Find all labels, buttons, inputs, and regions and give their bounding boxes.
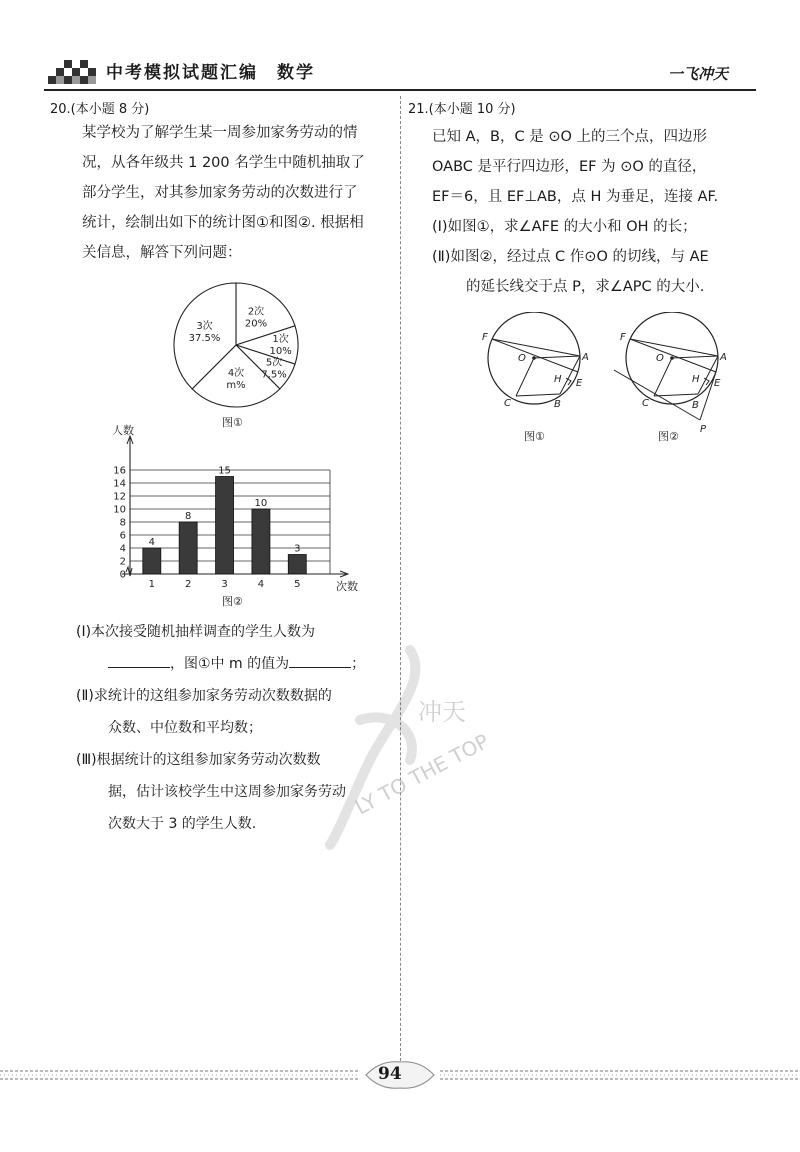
bar-rect (143, 548, 161, 574)
q21-line: (Ⅰ)如图①，求∠AFE 的大小和 OH 的长； (432, 219, 697, 235)
pie-percent-label: 10% (269, 346, 292, 357)
bar-ytick-label: 0 (119, 569, 126, 581)
label-C: C (504, 398, 511, 409)
q21-text (432, 122, 762, 302)
q20-part1-mid: ，图①中 m 的值为 (170, 656, 290, 672)
bar-xtick-label: 5 (294, 579, 301, 590)
label-E: E (576, 378, 583, 389)
q20-part3-line2: 据，估计该校学生中这周参加家务劳动 (108, 784, 346, 800)
bar-value-label: 8 (184, 511, 192, 522)
label-F: F (482, 332, 488, 343)
bar-value-label: 3 (294, 543, 301, 555)
q20-intro-line: 部分学生，对其参加家务劳动的次数进行了 (82, 185, 358, 201)
answer-blank[interactable] (108, 653, 170, 668)
label-A: A (582, 352, 589, 363)
bar-ytick-label: 16 (113, 465, 126, 477)
bar-rect (179, 522, 197, 574)
q21-fig2-caption: 图② (658, 430, 679, 443)
pie-category-label: 3次 (196, 321, 213, 332)
watermark-en: LY TO THE TOP (351, 728, 493, 820)
q21-line: 已知 A，B，C 是 ⊙O 上的三个点，四边形 (432, 129, 707, 145)
bar-chart (100, 424, 370, 604)
bar-ylabel: 人数 (112, 424, 134, 437)
bar-ytick-label: 10 (113, 504, 126, 516)
pie-category-label: 1次 (272, 334, 289, 345)
pie-category-label: 5次 (265, 357, 283, 369)
label-C: C (642, 398, 649, 409)
pie-percent-label: m% (226, 380, 246, 392)
q21-heading: 21.(本小题 10 分) (408, 102, 516, 117)
bar-xtick-label: 3 (221, 579, 228, 590)
q20-part2-line1: (Ⅱ)求统计的这组参加家务劳动次数数据的 (76, 688, 332, 704)
bar-rect (216, 477, 234, 575)
label-P: P (700, 424, 707, 435)
q20-intro-line: 统计，绘制出如下的统计图①和图②. 根据相 (82, 215, 364, 231)
label-O: O (656, 353, 664, 364)
bar-caption: 图② (222, 595, 243, 608)
q21-line: EF＝6，且 EF⊥AB，点 H 为垂足，连接 AF. (432, 189, 719, 205)
page-number: 94 (378, 1064, 402, 1084)
pie-caption: 图① (222, 416, 243, 429)
header-brand: 一飞冲天 (668, 65, 729, 83)
q20-part1-end: ； (351, 656, 366, 672)
pie-percent-label: 7.5% (261, 369, 287, 381)
geometry-figure-2 (608, 312, 738, 436)
q20-intro (82, 118, 397, 268)
bar-ytick-label: 14 (113, 478, 126, 490)
q20-part3-line1: (Ⅲ)根据统计的这组参加家务劳动次数数 (76, 752, 321, 768)
bar-ytick-label: 12 (113, 491, 126, 503)
geometry-figure-1 (478, 312, 598, 422)
watermark-cn: 冲天 (418, 698, 466, 726)
bar-xtick-label: 4 (257, 579, 265, 590)
label-H: H (554, 374, 562, 385)
bar-value-label: 15 (218, 465, 231, 477)
q20-part2-line2: 众数、中位数和平均数； (108, 720, 262, 736)
q20-part1-line1: (Ⅰ)本次接受随机抽样调查的学生人数为 (76, 624, 316, 640)
label-O: O (518, 353, 526, 364)
bar-xtick-label: 1 (148, 579, 156, 590)
q21-line: OABC 是平行四边形，EF 为 ⊙O 的直径， (432, 159, 707, 175)
label-B: B (692, 400, 699, 411)
watermark-logo (300, 640, 540, 860)
pie-percent-label: 20% (244, 318, 268, 330)
label-A: A (720, 352, 727, 363)
q21-line: 的延长线交于点 P，求∠APC 的大小. (466, 279, 705, 295)
q20-intro-line: 关信息，解答下列问题： (82, 245, 242, 261)
bar-axis-break (126, 567, 132, 576)
footer-ornament-right (440, 1068, 800, 1082)
bar-rect (288, 555, 306, 575)
q20-part3-line3: 次数大于 3 的学生人数. (108, 816, 257, 832)
header-checker-icon (44, 58, 100, 88)
footer-ornament-left (0, 1068, 360, 1082)
pie-category-label: 2次 (247, 306, 265, 318)
pie-chart (160, 270, 320, 420)
q20-intro-line: 某学校为了解学生某一周参加家务劳动的情 (82, 125, 358, 141)
bar-ytick-label: 2 (119, 556, 126, 568)
bar-xlabel: 次数 (336, 580, 358, 593)
label-B: B (554, 399, 561, 410)
label-F: F (620, 332, 626, 343)
column-divider (400, 96, 401, 1066)
label-H: H (692, 374, 700, 385)
header-title: 中考模拟试题汇编 数学 (106, 63, 315, 83)
bar-value-label: 10 (254, 498, 268, 509)
bar-xtick-label: 2 (184, 579, 192, 590)
bar-value-label: 4 (148, 537, 156, 548)
q20-heading: 20.(本小题 8 分) (50, 102, 150, 117)
bar-rect (252, 509, 270, 574)
header-rule (44, 89, 756, 91)
q21-line: (Ⅱ)如图②，经过点 C 作⊙O 的切线，与 AE (432, 249, 709, 265)
bar-ytick-label: 6 (119, 530, 126, 542)
pie-category-label: 4次 (227, 368, 245, 380)
q21-fig1-caption: 图① (524, 430, 545, 443)
bar-ytick-label: 8 (119, 517, 126, 529)
q20-intro-line: 况，从各年级共 1 200 名学生中随机抽取了 (82, 155, 365, 171)
label-E: E (714, 378, 721, 389)
pie-percent-label: 37.5% (188, 333, 221, 344)
bar-ytick-label: 4 (119, 543, 126, 555)
